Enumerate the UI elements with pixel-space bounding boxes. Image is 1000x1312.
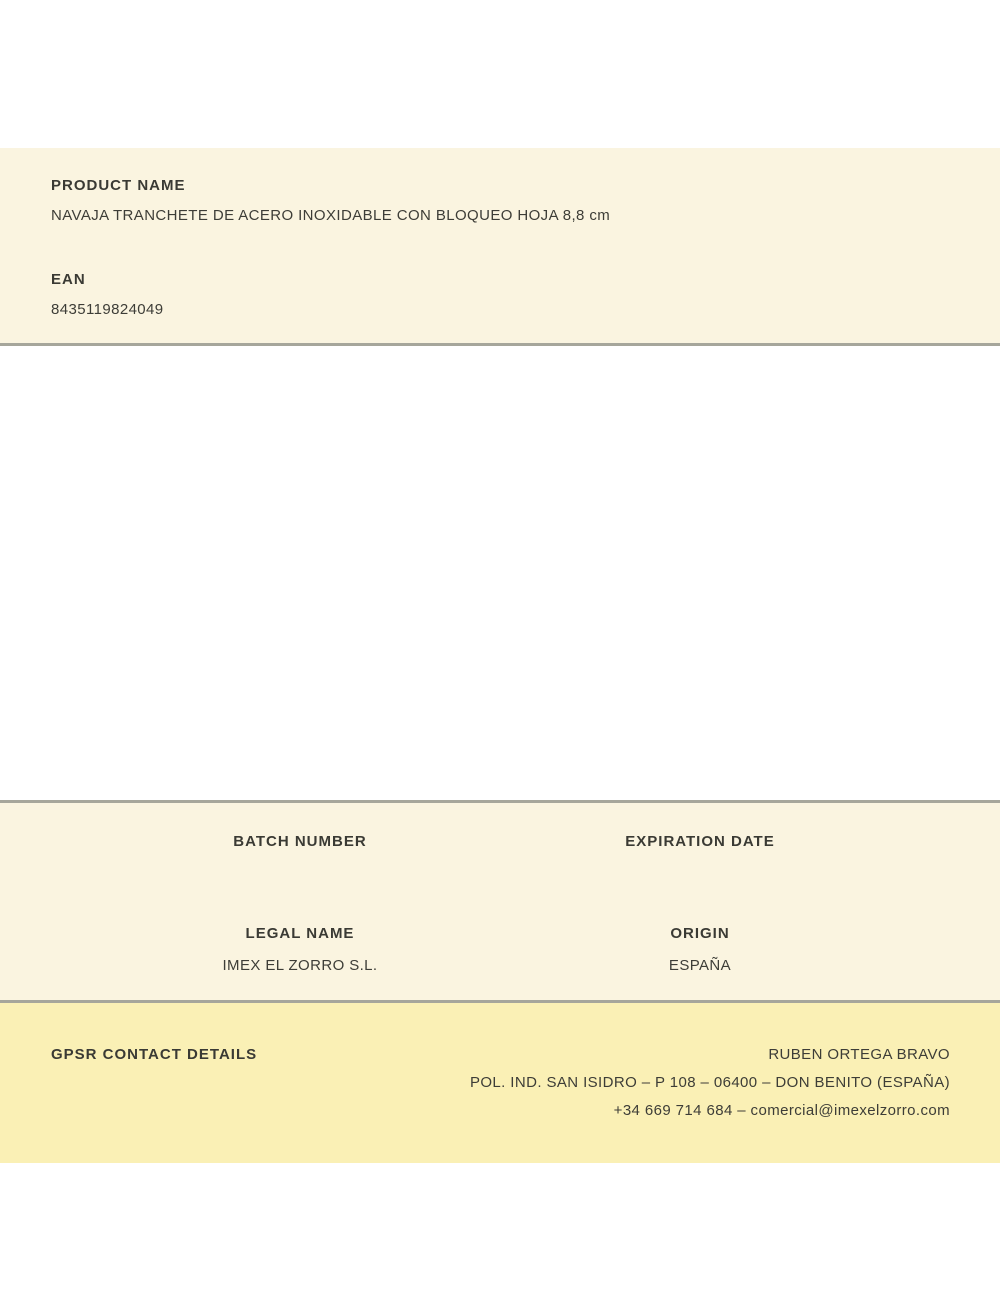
contact-person-line: RUBEN ORTEGA BRAVO [768, 1046, 950, 1063]
batch-number-label: BATCH NUMBER [233, 833, 367, 850]
legal-name-cell [100, 925, 500, 974]
product-name-field [51, 177, 950, 224]
legal-name-label: LEGAL NAME [245, 925, 355, 942]
expiration-date-value [500, 865, 900, 881]
expiration-date-label: EXPIRATION DATE [625, 833, 775, 850]
ean-value: 8435119824049 [51, 301, 164, 318]
details-grid [100, 803, 900, 1000]
contact-phone-email-line: +34 669 714 684 – comercial@imexelzorro.com [613, 1102, 950, 1119]
gpsr-contact-lines [277, 1041, 950, 1125]
origin-cell [500, 925, 900, 974]
product-details-section [0, 800, 1000, 1003]
expiration-date-cell [500, 833, 900, 881]
middle-whitespace [0, 346, 1000, 800]
origin-value: ESPAÑA [668, 957, 732, 974]
contact-address-line: POL. IND. SAN ISIDRO – P 108 – 06400 – DON BENITO (ESPAÑA) [469, 1074, 950, 1091]
legal-name-value: IMEX EL ZORRO S.L. [222, 957, 378, 974]
product-info-section [0, 148, 1000, 346]
gpsr-contact-section [0, 1003, 1000, 1163]
product-name-label: PRODUCT NAME [51, 177, 186, 194]
ean-field [51, 271, 950, 318]
top-whitespace [0, 0, 1000, 148]
batch-number-value [100, 865, 500, 881]
bottom-whitespace [0, 1163, 1000, 1312]
origin-label: ORIGIN [670, 925, 730, 942]
product-name-value: NAVAJA TRANCHETE DE ACERO INOXIDABLE CON BLOQUEO HOJA 8,8 cm [51, 207, 611, 224]
batch-number-cell [100, 833, 500, 881]
ean-label: EAN [51, 271, 86, 288]
gpsr-contact-heading: GPSR CONTACT DETAILS [51, 1046, 258, 1063]
